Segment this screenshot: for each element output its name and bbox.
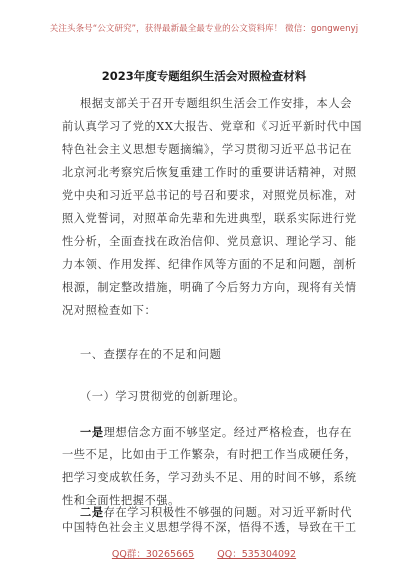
qq-contact-link[interactable]: QQ：535304092 bbox=[217, 549, 297, 560]
top-banner: 关注头条号“公文研究”，获得最新最全最专业的公文资料库！ 微信：gongwenyj bbox=[49, 24, 359, 34]
intro-line: 照入党誓词，对照革命先辈和先进典型，联系实际进行党 bbox=[62, 212, 357, 225]
para-line: 把学习变成软任务，学习劲头不足、用的时间不够，系统 bbox=[62, 471, 357, 484]
intro-line: 根源，制定整改措施，明确了今后努力方向，现将有关情 bbox=[62, 281, 357, 294]
para-line: 一些不足，比如由于工作繁杂，有时把工作当成硬任务， bbox=[62, 448, 357, 461]
intro-line: 党中央和习近平总书记的号召和要求，对照党员标准，对 bbox=[62, 189, 357, 202]
subsection-heading: （一）学习贯彻党的创新理论。 bbox=[80, 390, 246, 403]
section-heading: 一、查摆存在的不足和问题 bbox=[80, 348, 222, 361]
document-title: 2023年度专题组织生活会对照检查材料 bbox=[101, 69, 307, 83]
intro-line: 性分析，全面查找在政治信仰、党员意识、理论学习、能 bbox=[62, 235, 357, 248]
qq-group-link[interactable]: QQ群：30265665 bbox=[111, 549, 195, 560]
para-text: 理想信念方面不够坚定。经过严格检查，也存在 bbox=[103, 426, 352, 439]
para-line: 性和全面性把握不强。 bbox=[62, 494, 180, 507]
intro-line: 根据支部关于召开专题组织生活会工作安排，本人会 bbox=[80, 97, 352, 110]
intro-line: 特色社会主义思想专题摘编》，学习贯彻习近平总书记在 bbox=[62, 143, 352, 156]
para-lead: 一是 bbox=[80, 425, 104, 439]
para-lead: 二是 bbox=[80, 505, 104, 519]
intro-line: 前认真学习了党的XX大报告、党章和《习近平新时代中国 bbox=[62, 120, 363, 133]
footer bbox=[0, 546, 408, 560]
para-line: 中国特色社会主义思想学得不深，悟得不透，导致在干工 bbox=[62, 521, 357, 534]
para-line bbox=[80, 504, 352, 521]
intro-line: 况对照检查如下： bbox=[62, 304, 157, 317]
intro-line: 北京河北考察究后恢复重建工作时的重要讲话精神，对照 bbox=[62, 166, 357, 179]
intro-line: 力本领、作用发挥、纪律作风等方面的不足和问题，剖析 bbox=[62, 258, 357, 271]
para-line bbox=[80, 424, 352, 441]
para-text: 存在学习积极性不够强的问题。对习近平新时代 bbox=[103, 506, 352, 519]
